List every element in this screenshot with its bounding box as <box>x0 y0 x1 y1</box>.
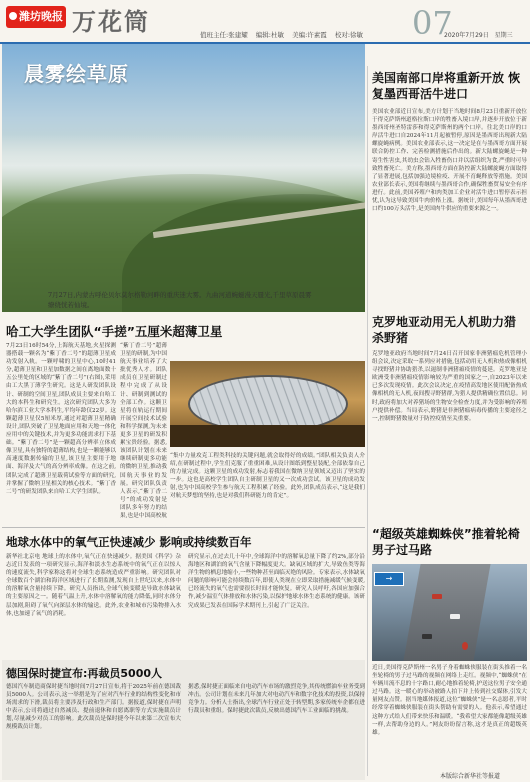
car <box>422 634 432 639</box>
photo-title: 晨雾绘草原 <box>24 62 129 86</box>
satellite-headline[interactable]: 哈工大学生团队“手搓”五厘米超薄卫星 <box>6 324 223 339</box>
germany-headline[interactable]: 德国保时捷宣布:再裁员5000人 <box>6 667 163 680</box>
ocean-body-col2: 研究显示,在过去几十年中,全球海洋中的溶解氧总量下降了约2%,部分沿海地区和湖泊的氧气含量下降幅度更大。缺氧区域的扩大,导致鱼类等海洋生物的栖息地缩小,一些物种甚至面临灭绝的风险。专家表示,水体缺氧问题的影响可能会持续数百年,即使人类现在立即采取措施减缓气候变暖,已经流失的氧气也需要很长时间才能恢复。研究人员呼吁,各国应加强合作,减少温室气体排放和水体污染,以保护地球水体生态系统的健康。该研究成果已发表在国际学术期刊上,引起了广泛关注。 <box>188 554 365 609</box>
drone-headline[interactable]: 克罗地亚动用无人机助力猎杀野猪 <box>372 315 517 345</box>
photo-caption: 7月27日,内蒙古呼伦贝尔莫尔格勒河畔的重庆迷大雾。九曲河道蜿蜒漫天蜃光,千里草原晨雾缭绕恍若仙境。 <box>48 291 312 309</box>
credit-art-editor: 美编:许素霞 <box>292 31 327 39</box>
weekday: 星期三 <box>494 32 513 39</box>
divider <box>2 527 365 528</box>
person <box>462 642 468 650</box>
dateline <box>444 30 517 39</box>
road-sign-arrow: → <box>385 574 393 583</box>
ocean-headline[interactable]: 地球水体中的氧气正快速减少 影响或持续数百年 <box>6 535 252 549</box>
date: 2020年7月29日 <box>444 32 489 39</box>
credit-proofreader: 校对:徐敏 <box>334 31 364 39</box>
section-title: 万花筒 <box>72 7 150 36</box>
satellite-body-col1: 7月23日16时54分,上海航天基地,火星探测器搭载一颗名为“紫丁香二号”的超薄卫星成功发射入轨。一颗呼啸的卫星中心,10时41分,超薄卫星和卫星加数据之间在离地面数十五公里处的区域的“紫丁香二号”(右图),采用由工大黑丁薄学生研究。这是人研发团队设计、研制的空间卫星,团队成员主要来自哈工大的本科生和研究生。这次研究团队大多为哈尔滨工业大学本科生,平均年龄仅22岁。这颗超薄卫星仅5厘米厚,通过对超薄卫星精确设计,团队突破了卫星地面应用和天地一体化应用中的关键技术,并为更多功能需求打下基础。“紫丁香二号”是一颗超高分辨率立体成像卫星,具有独特的超薄结构,也是一颗能够以高速度数据传输的卫星,该卫星主要用于地面、海洋及大气的高分辨率成像。在这之前,团队完成了超薄卫星载荷试验等方面的研究,并掌握了微纳卫星相关的核心技术。“紫丁香二号”的研发团队来自哈工大学生团队。 <box>6 343 116 495</box>
masthead <box>0 0 530 44</box>
satellite-body-col2: “紫丁香二号”超薄卫星的研制,为中国航天事业培养了大批优秀人才。团队成员在卫星研制过程中完成了从设计、研制到测试的全部工作。这颗卫星将在轨运行期间开展空间技术试验和科学探测,为未来更多卫星的研发积累宝贵经验。据悉,该团队计划在未来继续研制更多功能的微纳卫星,推动我国航天事业的发展。研究团队负责人表示,“紫丁香二号”的成功发射是团队多年努力的结果,也是中国高校航 <box>120 343 167 519</box>
germany-body-col2: 据悉,保时捷正面临来自电动汽车市场的激烈竞争,其传统燃油车业务受到冲击。公司计划在未来几年加大对电动汽车和数字化技术的投资,以保持竞争力。分析人士指出,全球汽车行业正处于转型期,多家传统车企都在进行裁员和重组。保时捷此次裁员,反映出德国汽车工业面临的挑战。 <box>188 684 365 715</box>
column-rule <box>367 66 368 776</box>
spiderman-photo[interactable] <box>372 564 527 661</box>
cattle-headline[interactable]: 美国南部口岸将重新开放 恢复墨西哥活牛进口 <box>372 71 521 101</box>
grassland-fog-photo[interactable] <box>2 44 365 312</box>
ocean-body-col1: 新华社北京电 地球上的水体中,氧气正在快速减少。据美国《科学》杂志近日发表的一项研究显示,海洋和淡水生态系统中的氧气正在以惊人的速度流失,科学家称这将对全球生态系统造成严重影响。研究团队对全球数百个湖泊和海洋区域进行了长期监测,发现自上世纪以来,水体中的溶解氧含量持续下降。研究人员指出,全球气候变暖是导致水体缺氧的主要原因之一。随着气温上升,水体中溶解氧的能力降低,同时水体分层加剧,阻碍了氧气向深层水体的输送。此外,农业和城市污染物排入水体,也加速了氧气的消耗。 <box>6 554 181 617</box>
car <box>432 594 442 599</box>
credit-duty-chief: 值班主任:张建耀 <box>200 31 248 39</box>
credit-editor: 编辑:杜敏 <box>255 31 284 39</box>
page-number: 07 <box>412 4 453 42</box>
car <box>450 614 460 619</box>
spiderman-body: 近日,美国得克萨斯州一名男子身着蜘蛛侠服装在街头推着一名坐轮椅的男子过马路的视频在网络上走红。视频中,“蜘蛛侠”在车辆川流不息的十字路口,耐心地推着轮椅,护送这位男子安全通过马路。这一暖心的举动被路人拍下并上传到社交媒体,引发大量网友点赞。据当地媒体报道,这位“蜘蛛侠”是一名志愿者,平时经常穿着蜘蛛侠服装在街头帮助有需要的人。他表示,希望通过这种方式给人们带来快乐和温暖。“我希望大家都能像超级英雄一样,去帮助身边的人。”网友纷纷留言称,这才是真正的超级英雄。 <box>372 665 527 736</box>
spiderman-headline[interactable]: “超级英雄蜘蛛侠”推着轮椅男子过马路 <box>372 527 520 557</box>
editor-credits <box>200 30 369 39</box>
logo-dot-icon <box>9 12 17 20</box>
satellite-photo[interactable] <box>170 361 365 447</box>
drone-body: 克罗地亚政府当地时间7月24日召开国家非洲猪瘟危机管理小组会议,决定采取一系列应对措施,包括动用无人机和热成像相机寻找野猪并协助猎杀,以遏制非洲猪瘟疫情的蔓延。克罗地亚是欧洲受非洲猪瘟疫情影响较为严重的国家之一,自2023年以来已多次发现疫情。此次会议决定,在疫情高发地区使用配备热成像相机的无人机,夜间搜寻野猪群,为猎人提供精确位置信息。同时,政府将加大对养猪场的生物安全检查力度,并为受影响的养殖户提供补偿。当局表示,野猪是非洲猪瘟病毒传播的主要途径之一,控制野猪数量对于防控疫情至关重要。 <box>372 351 527 422</box>
footer-credit: 本版综合新华社等报道 <box>440 773 501 780</box>
germany-body-col1: 德国汽车制造商保时捷当地时间7月27日宣布,将于2025年前在德国裁员5000人。公司表示,这一举措是为了应对汽车行业的结构性变化和市场需求的下滑,裁员将主要涉及行政和生产部门。据报道,保时捷在声明中表示,公司将通过自然减员、提前退休和自愿离职等方式实施裁员计划,尽量减少对员工的影响。此次裁员是保时捷今年以来第二次宣布大规模裁员计划。 <box>6 684 181 731</box>
road-sign-icon <box>374 572 404 586</box>
logo-text: 潍坊晚报 <box>19 10 63 23</box>
newspaper-logo[interactable] <box>6 6 66 28</box>
street <box>403 564 490 661</box>
cattle-body: 美国农业部近日宣布,美方计划于当地时间8月23日重新开放位于得克萨斯州道格拉斯口岸的牲畜入境口岸,并逐步开放位于新墨西哥州圣特雷莎和得克萨斯州的两个口岸。往北美口岸的口岸活牛进口自2024年11月起被暂停,原因是墨西哥出现新大陆螺旋蝇病例。美国农业部表示,这一决定是在与墨西哥方面开展联合防控工作、完善检测措施后作出的。新大陆螺旋蝇是一种寄生性害虫,其幼虫会钻入牲畜伤口并以活组织为食,严重时可导致牲畜死亡。美方称,墨西哥方面在防控新大陆螺旋蝇方面取得了显著进展,包括加强边境检疫、开展不育蝇释放等措施。美国农业部长表示,美国将继续与墨西哥合作,确保牲畜贸易安全有序进行。此前,美国养殖户和肉类加工企业对活牛进口暂停表示担忧,认为这导致美国牛肉价格上涨。据统计,美国每年从墨西哥进口约100万头活牛,是美国肉牛供应的重要来源之一。 <box>372 109 527 213</box>
satellite-body-col3: “集中力量攻克工程类科技的关键问题,就会取得好的成绩。”团队相关负责人介绍,在研制过程中,学生们克服了重重困难,从设计图纸到整星装配,全部依靠自己的力量完成。这颗卫星的成功发射,标志着我国在微纳卫星领域又迈出了坚实的一步。这也是高校学生团队自主研制卫星的又一次成功尝试。该卫星的成功发射,也为中国高校学生参与航天工程积累了经验。此外,团队成员表示,“这是我们对航天梦想的坚持,也是对我们科研能力的肯定”。 <box>170 453 365 500</box>
satellite-base <box>170 425 365 447</box>
photo-fog <box>2 134 365 204</box>
